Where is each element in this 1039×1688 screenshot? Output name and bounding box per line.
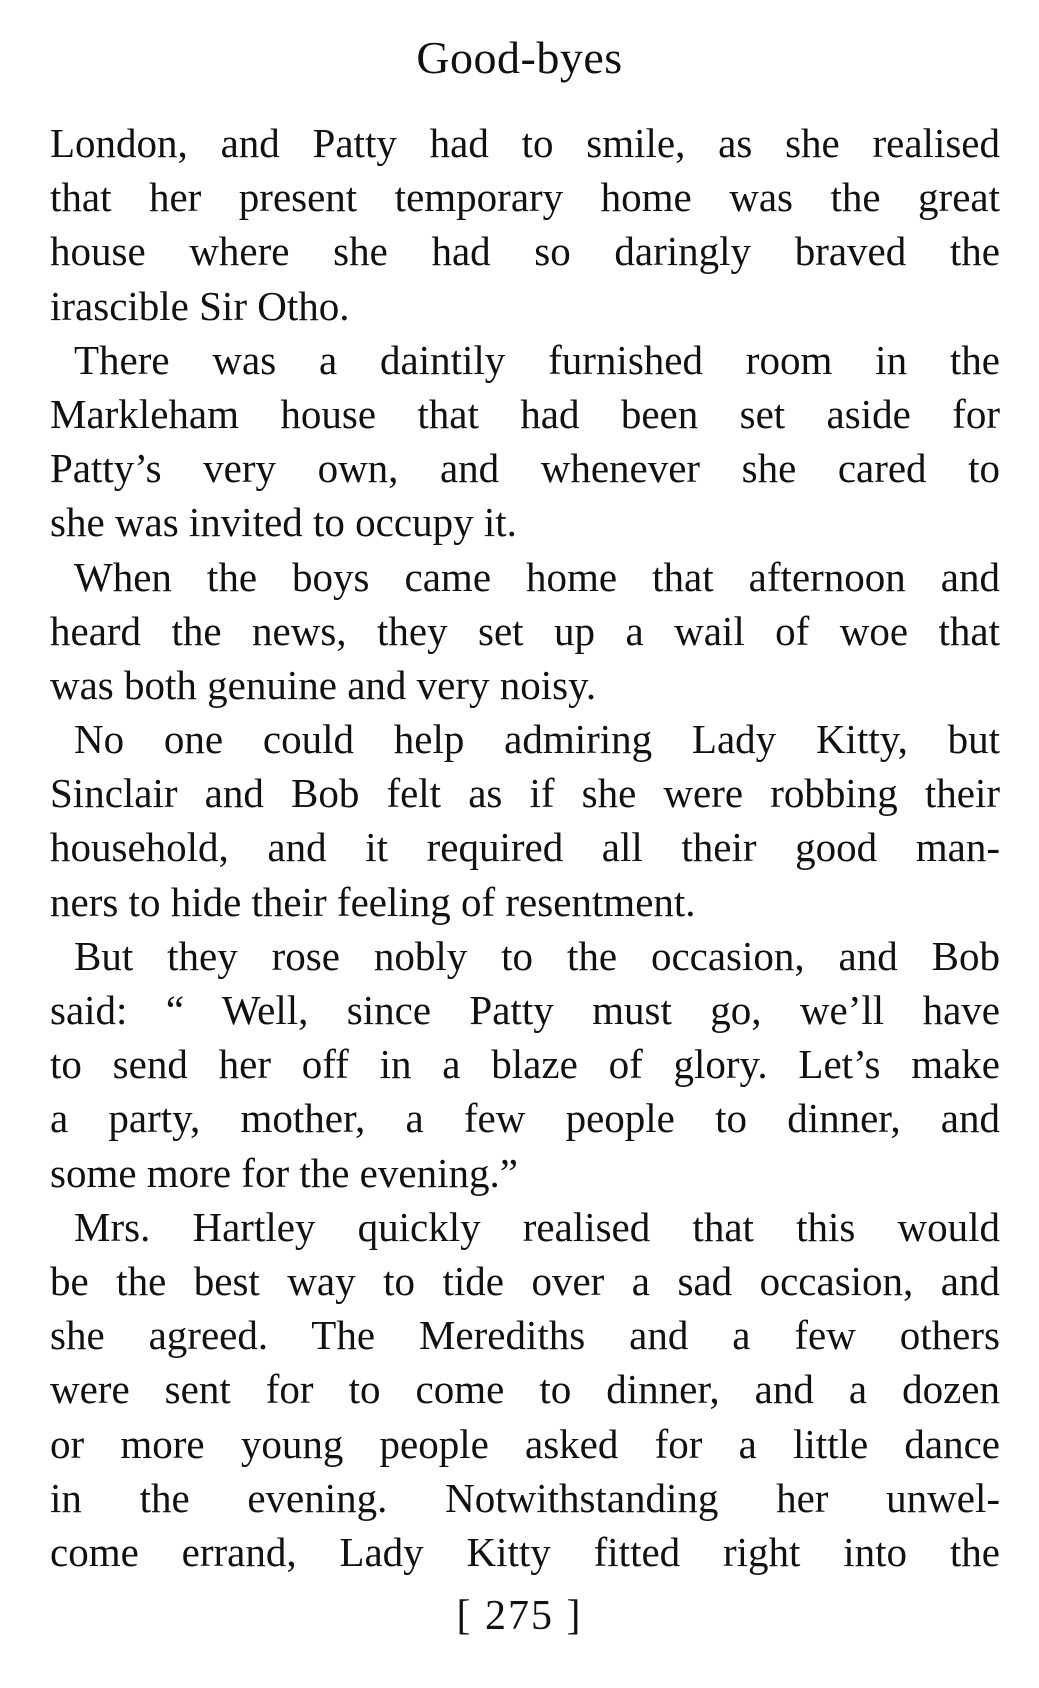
text-line: household, and it required all their good man- [50, 824, 1000, 871]
text-line: that her present temporary home was the great [50, 174, 1000, 221]
paragraph [50, 929, 1000, 1200]
text-line: No one could help admiring Lady Kitty, but [74, 716, 1000, 763]
text-line: she was invited to occupy it. [50, 499, 517, 546]
page-number: [ 275 ] [456, 1593, 583, 1639]
text-line: a party, mother, a few people to dinner, and [50, 1095, 1000, 1142]
text-line: London, and Patty had to smile, as she realised [50, 120, 1000, 166]
paragraph [50, 116, 1000, 333]
text-line: Sinclair and Bob felt as if she were robbing their [50, 770, 1000, 817]
text-line: said: “ Well, since Patty must go, we’ll have [50, 987, 1000, 1033]
text-line: come errand, Lady Kitty fitted right into the [50, 1528, 1000, 1575]
text-line: in the evening. Notwithstanding her unwel- [50, 1474, 1000, 1521]
text-line: be the best way to tide over a sad occasion, and [50, 1257, 1000, 1304]
text-line: were sent for to come to dinner, and a dozen [50, 1366, 1000, 1413]
paragraph [50, 712, 1000, 929]
text-line: she agreed. The Merediths and a few others [50, 1312, 1000, 1359]
text-line: heard the news, they set up a wail of woe that [50, 607, 1000, 654]
body-text [50, 116, 1000, 1579]
paragraph [50, 550, 1000, 713]
text-line: irascible Sir Otho. [50, 282, 350, 329]
text-line: There was a daintily furnished room in the [74, 336, 1000, 383]
text-line: Markleham house that had been set aside for [50, 390, 1000, 437]
text-line: to send her off in a blaze of glory. Let’s make [50, 1041, 1000, 1088]
text-line: Mrs. Hartley quickly realised that this would [74, 1203, 1000, 1250]
text-line: house where she had so daringly braved the [50, 228, 1000, 275]
text-line: was both genuine and very noisy. [50, 661, 597, 708]
text-line: Patty’s very own, and whenever she cared to [50, 445, 1000, 492]
text-line: ners to hide their feeling of resentment. [50, 878, 696, 925]
paragraph [50, 333, 1000, 550]
text-line: But they rose nobly to the occasion, and Bob [74, 932, 1000, 979]
text-line: some more for the evening.” [50, 1149, 518, 1196]
running-head: Good-byes [416, 32, 623, 83]
paragraph [50, 1200, 1000, 1579]
text-line: When the boys came home that afternoon and [74, 553, 1000, 600]
text-line: or more young people asked for a little dance [50, 1420, 1000, 1467]
